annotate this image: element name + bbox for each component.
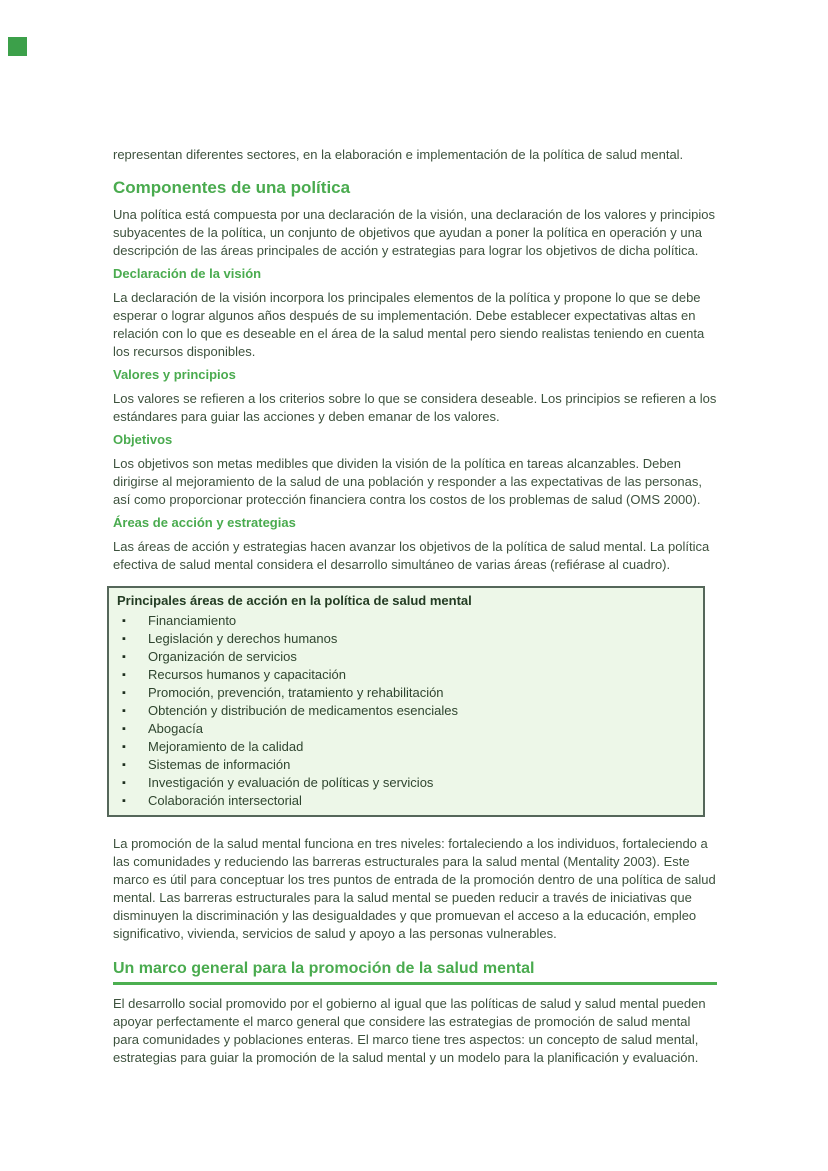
paragraph-valores-principios: Los valores se refieren a los criterios sobre lo que se considera deseable. Los principios se refieren a los estándares para guiar las acciones y deben emanar de los valores. (113, 391, 717, 424)
list-item: ▪ Investigación y evaluación de políticas y servicios (117, 774, 695, 792)
section-title-componentes: Componentes de una política (113, 178, 351, 197)
list-item: ▪ Colaboración intersectorial (117, 792, 695, 810)
subheading-valores-principios: Valores y principios (113, 367, 236, 382)
subheading-declaracion-vision: Declaración de la visión (113, 266, 262, 281)
intro-line: representan diferentes sectores, en la elaboración e implementación de la política de salud mental. (113, 147, 684, 162)
action-areas-list (117, 612, 695, 810)
subheading-objetivos: Objetivos (113, 432, 173, 447)
list-item: ▪ Abogacía (117, 720, 695, 738)
promotion-levels-paragraph: La promoción de la salud mental funciona en tres niveles: fortaleciendo a los individuos, fortaleciendo a las comunidades y reduciendo las barreras estructurales para la salud mental (Mentality 2003). Este marco es útil para conceptuar los tres puntos de entrada de la promoción dentro de una política de salud mental. Las barreras estructurales para la salud mental se pueden reducir a través de iniciativas que disminuyen la discriminación y las desigualdades y que promuevan el acceso a la educación, empleo significativo, vivienda, servicios de salud y apoyo a las personas vulnerables. (113, 836, 716, 941)
document-page (113, 0, 717, 1067)
list-item: ▪ Legislación y derechos humanos (117, 630, 695, 648)
list-item: ▪ Organización de servicios (117, 648, 695, 666)
marco-general-paragraph: El desarrollo social promovido por el gobierno al igual que las políticas de salud y salud mental pueden apoyar perfectamente el marco general que considere las estrategias de promoción de salud mental para comunidades y poblaciones enteras. El marco tiene tres aspectos: un concepto de salud mental, estrategias para guiar la promoción de la salud mental y un modelo para la planificación y evaluación. (113, 996, 706, 1065)
list-item: ▪ Mejoramiento de la calidad (117, 738, 695, 756)
paragraph-declaracion-vision: La declaración de la visión incorpora los principales elementos de la política y propone lo que se debe esperar o lograr algunos años después de su implementación. Debe establecer expectativas altas en relación con lo que es deseable en el área de la salud mental pero siendo realistas teniendo en cuenta los recursos disponibles. (113, 290, 705, 359)
action-areas-box (107, 586, 705, 817)
section-intro-paragraph: Una política está compuesta por una declaración de la visión, una declaración de los valores y principios subyacentes de la política, un conjunto de objetivos que ayudan a poner la política en operación y una descripción de las áreas principales de acción y estrategias para lograr los objetivos de dicha política. (113, 207, 715, 258)
subheading-areas-accion: Áreas de acción y estrategias (113, 515, 296, 530)
list-item: ▪ Promoción, prevención, tratamiento y rehabilitación (117, 684, 695, 702)
list-item: ▪ Financiamiento (117, 612, 695, 630)
page-corner-marker (8, 37, 27, 56)
section-title-marco-general: Un marco general para la promoción de la salud mental (113, 959, 717, 985)
list-item: ▪ Sistemas de información (117, 756, 695, 774)
list-item: ▪ Obtención y distribución de medicamentos esenciales (117, 702, 695, 720)
list-item: ▪ Recursos humanos y capacitación (117, 666, 695, 684)
paragraph-areas-accion: Las áreas de acción y estrategias hacen avanzar los objetivos de la política de salud mental. La política efectiva de salud mental considera el desarrollo simultáneo de varias áreas (refiérase al cuadro). (113, 539, 710, 572)
action-box-title: Principales áreas de acción en la política de salud mental (117, 593, 472, 608)
paragraph-objetivos: Los objetivos son metas medibles que dividen la visión de la política en tareas alcanzables. Deben dirigirse al mejoramiento de la salud de una población y responder a las expectativas de las personas, así como proporcionar protección financiera contra los costos de los problemas de salud (OMS 2000). (113, 456, 702, 507)
